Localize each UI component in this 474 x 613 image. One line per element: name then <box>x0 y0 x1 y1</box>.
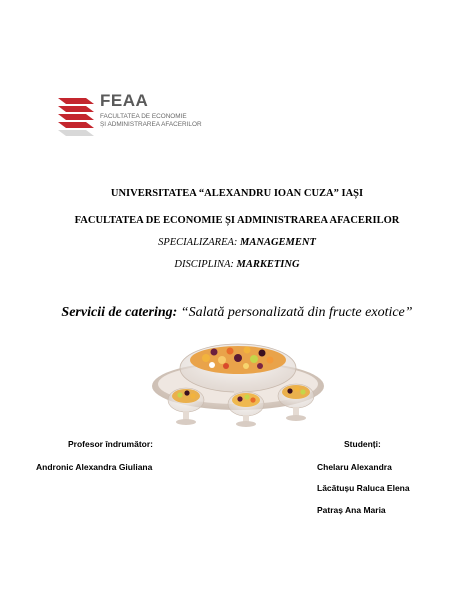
discipline-value: MARKETING <box>236 259 300 270</box>
logo-text <box>100 92 202 128</box>
project-title-label: Servicii de catering: <box>61 305 181 320</box>
university-name: UNIVERSITATEA “ALEXANDRU IOAN CUZA” IAȘI <box>110 188 364 199</box>
student-name: Chelaru Alexandra <box>317 462 392 472</box>
specialization-line <box>0 237 474 248</box>
project-title <box>0 305 474 321</box>
professor-name: Andronic Alexandra Giuliana <box>36 462 153 472</box>
student-name: Patraș Ana Maria <box>317 505 386 515</box>
students-label: Studenți: <box>344 439 381 449</box>
student-name: Lăcătușu Raluca Elena <box>317 483 410 493</box>
professor-label: Profesor îndrumător: <box>68 439 154 449</box>
specialization-label: SPECIALIZAREA: <box>158 237 241 248</box>
logo-subtitle-line1: FACULTATEA DE ECONOMIE <box>100 113 187 120</box>
project-title-value: “Salată personalizată din fructe exotice” <box>180 305 413 320</box>
logo-abbreviation: FEAA <box>100 91 149 110</box>
logo-subtitle-line2: ȘI ADMINISTRAREA AFACERILOR <box>100 120 202 128</box>
faculty-name: FACULTATEA DE ECONOMIE ȘI ADMINISTRAREA AFACERILOR <box>74 215 400 226</box>
feaa-logo <box>56 92 236 142</box>
fruit-salad-image <box>150 338 326 428</box>
feaa-logo-mark-icon <box>56 94 96 138</box>
specialization-value: MANAGEMENT <box>240 237 316 248</box>
discipline-line <box>0 259 474 270</box>
discipline-label: DISCIPLINA: <box>174 259 237 270</box>
